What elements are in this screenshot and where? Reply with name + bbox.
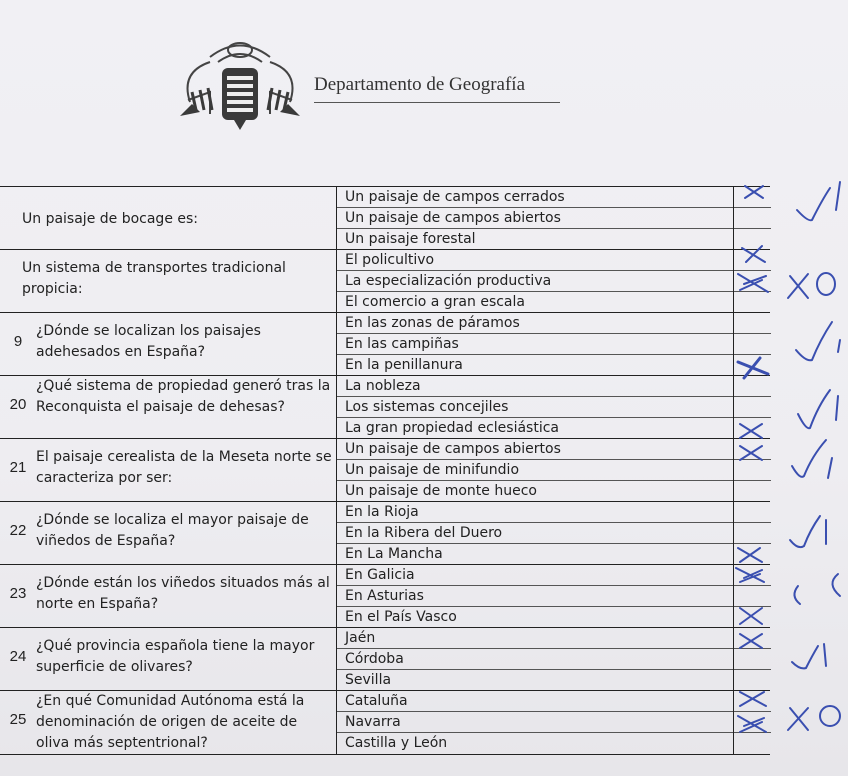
answer-options: [336, 313, 771, 376]
answer-option-label: En las campiñas: [345, 336, 459, 352]
answer-option[interactable]: [337, 649, 771, 670]
answer-option-label: En las zonas de páramos: [345, 315, 520, 331]
answer-option[interactable]: [337, 523, 771, 544]
answer-option[interactable]: [337, 376, 771, 397]
answer-option-label: En La Mancha: [345, 546, 443, 562]
answer-option[interactable]: [337, 586, 771, 607]
answer-mark-box[interactable]: [733, 460, 771, 481]
answer-options: [336, 250, 771, 313]
answer-option-label: Córdoba: [345, 651, 404, 667]
answer-option[interactable]: [337, 313, 771, 334]
answer-option[interactable]: [337, 712, 771, 733]
answer-mark-box[interactable]: [733, 607, 771, 628]
answer-option[interactable]: [337, 481, 771, 502]
answer-option-label: El policultivo: [345, 252, 435, 268]
answer-mark-box[interactable]: [733, 586, 771, 607]
answer-option-label: Un paisaje de campos abiertos: [345, 441, 561, 457]
answer-mark-box[interactable]: [733, 544, 771, 565]
answer-options: [336, 502, 771, 565]
answer-mark-box[interactable]: [733, 712, 771, 733]
question-number: 21: [9, 459, 27, 476]
answer-option[interactable]: [337, 187, 771, 208]
department-name: Departamento de Geografía: [314, 74, 560, 103]
answer-options: [336, 376, 771, 439]
question-text: Un paisaje de bocage es:: [22, 211, 199, 227]
answer-option[interactable]: [337, 607, 771, 628]
question-row: [0, 249, 770, 313]
answer-option-label: La especialización productiva: [345, 273, 552, 289]
answer-option[interactable]: [337, 733, 771, 754]
answer-option-label: Sevilla: [345, 672, 392, 688]
question-text: ¿En qué Comunidad Autónoma está la denominación de origen de aceite de oliva más septentrional?: [36, 693, 305, 751]
answer-option-label: Castilla y León: [345, 735, 448, 751]
answer-option[interactable]: [337, 271, 771, 292]
answer-mark-box[interactable]: [733, 355, 771, 376]
answer-option[interactable]: [337, 439, 771, 460]
answer-mark-box[interactable]: [733, 481, 771, 502]
answer-option-label: Un paisaje de campos abiertos: [345, 210, 561, 226]
answer-option-label: En la penillanura: [345, 357, 463, 373]
answer-mark-box[interactable]: [733, 250, 771, 271]
question-text: ¿Dónde se localizan los paisajes adehesados en España?: [36, 323, 261, 360]
answer-mark-box[interactable]: [733, 523, 771, 544]
answer-mark-box[interactable]: [733, 628, 771, 649]
answer-option-label: En la Rioja: [345, 504, 419, 520]
answer-option-label: En el País Vasco: [345, 609, 457, 625]
answer-option-label: Un paisaje de campos cerrados: [345, 189, 565, 205]
answer-option-label: Un paisaje forestal: [345, 231, 476, 247]
answer-option[interactable]: [337, 544, 771, 565]
answer-mark-box[interactable]: [733, 565, 771, 586]
answer-mark-box[interactable]: [733, 376, 771, 397]
answer-options: [336, 439, 771, 502]
answer-options: [336, 565, 771, 628]
answer-options: [336, 628, 771, 691]
question-row: [0, 438, 770, 502]
answer-option[interactable]: [337, 397, 771, 418]
answer-mark-box[interactable]: [733, 418, 771, 439]
question-text: El paisaje cerealista de la Meseta norte se caracteriza por ser:: [36, 449, 332, 486]
answer-options: [336, 691, 771, 754]
question-number: 9: [13, 333, 23, 350]
answer-option-label: Un paisaje de monte hueco: [345, 483, 537, 499]
answer-option[interactable]: [337, 355, 771, 376]
question-row: [0, 186, 770, 250]
answer-option[interactable]: [337, 250, 771, 271]
answer-mark-box[interactable]: [733, 397, 771, 418]
answer-option-label: Los sistemas concejiles: [345, 399, 509, 415]
question-number: 20: [9, 396, 27, 413]
answer-mark-box[interactable]: [733, 292, 771, 313]
question-text: ¿Dónde se localiza el mayor paisaje de viñedos de España?: [36, 512, 309, 549]
question-row: [0, 501, 770, 565]
answer-option[interactable]: [337, 670, 771, 691]
answer-option[interactable]: [337, 208, 771, 229]
question-number: 23: [9, 585, 27, 602]
answer-option[interactable]: [337, 502, 771, 523]
answer-option-label: En la Ribera del Duero: [345, 525, 503, 541]
answer-options: [336, 187, 771, 250]
question-text: ¿Qué sistema de propiedad generó tras la Reconquista el paisaje de dehesas?: [36, 378, 331, 415]
letterhead-rule-mark: [314, 116, 504, 122]
answer-mark-box[interactable]: [733, 502, 771, 523]
answer-option[interactable]: [337, 628, 771, 649]
question-number: 22: [9, 522, 27, 539]
answer-mark-box[interactable]: [733, 649, 771, 670]
question-number: 24: [9, 648, 27, 665]
answer-option[interactable]: [337, 565, 771, 586]
answer-option[interactable]: [337, 460, 771, 481]
answer-mark-box[interactable]: [733, 271, 771, 292]
question-text: Un sistema de transportes tradicional propicia:: [22, 260, 286, 297]
answer-option-label: Un paisaje de minifundio: [345, 462, 520, 478]
answer-option-label: La nobleza: [345, 378, 421, 394]
quiz-table: [0, 186, 770, 754]
answer-option[interactable]: [337, 229, 771, 250]
answer-option-label: Cataluña: [345, 693, 408, 709]
answer-mark-box[interactable]: [733, 187, 771, 208]
answer-option-label: Jaén: [345, 630, 376, 646]
answer-mark-box[interactable]: [733, 691, 771, 712]
answer-mark-box[interactable]: [733, 670, 771, 691]
answer-option-label: Navarra: [345, 714, 401, 730]
answer-mark-box[interactable]: [733, 733, 771, 754]
question-row: [0, 375, 770, 439]
answer-mark-box[interactable]: [733, 208, 771, 229]
question-row: [0, 627, 770, 691]
answer-option-label: El comercio a gran escala: [345, 294, 525, 310]
answer-option-label: En Galicia: [345, 567, 415, 583]
question-text: ¿Dónde están los viñedos situados más al norte en España?: [36, 575, 330, 612]
answer-option[interactable]: [337, 292, 771, 313]
answer-option[interactable]: [337, 334, 771, 355]
answer-mark-box[interactable]: [733, 334, 771, 355]
question-number: 25: [9, 711, 27, 728]
question-row: [0, 564, 770, 628]
answer-mark-box[interactable]: [733, 313, 771, 334]
answer-option-label: La gran propiedad eclesiástica: [345, 420, 559, 436]
answer-option[interactable]: [337, 691, 771, 712]
answer-option-label: En Asturias: [345, 588, 424, 604]
university-crest-icon: [170, 32, 310, 132]
answer-option[interactable]: [337, 418, 771, 439]
question-row: [0, 312, 770, 376]
answer-mark-box[interactable]: [733, 229, 771, 250]
question-text: ¿Qué provincia española tiene la mayor superficie de olivares?: [36, 638, 315, 675]
letterhead: [160, 30, 580, 140]
answer-mark-box[interactable]: [733, 439, 771, 460]
question-row: [0, 690, 770, 755]
